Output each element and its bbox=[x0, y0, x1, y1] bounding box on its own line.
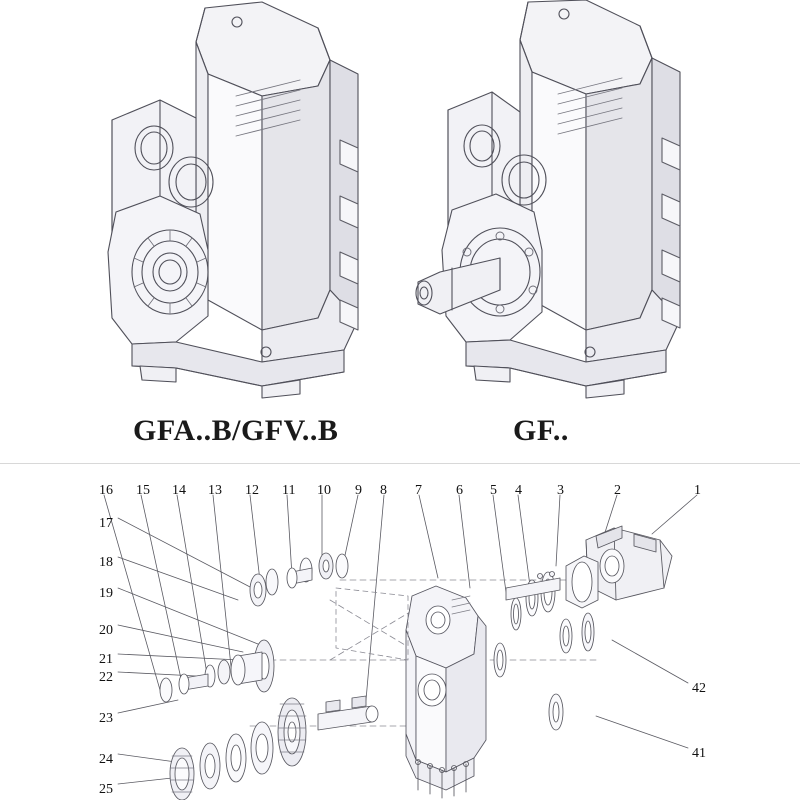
callout-number-right-42: 42 bbox=[692, 681, 706, 696]
callout-number-left-24: 24 bbox=[99, 752, 113, 767]
callout-number-left-19: 19 bbox=[99, 586, 113, 601]
callout-number-top-7: 7 bbox=[415, 483, 422, 498]
callout-number-top-4: 4 bbox=[515, 483, 522, 498]
callout-number-top-15: 15 bbox=[136, 483, 150, 498]
callout-number-left-25: 25 bbox=[99, 782, 113, 797]
callout-number-left-18: 18 bbox=[99, 555, 113, 570]
callout-number-left-22: 22 bbox=[99, 670, 113, 685]
callout-number-top-11: 11 bbox=[282, 483, 296, 498]
callout-number-top-2: 2 bbox=[614, 483, 621, 498]
section-divider bbox=[0, 463, 800, 464]
callout-number-top-9: 9 bbox=[355, 483, 362, 498]
callout-number-top-1: 1 bbox=[694, 483, 701, 498]
callout-number-top-12: 12 bbox=[245, 483, 259, 498]
callout-number-top-14: 14 bbox=[172, 483, 186, 498]
callout-number-left-23: 23 bbox=[99, 711, 113, 726]
callout-number-right-41: 41 bbox=[692, 746, 706, 761]
callout-number-top-13: 13 bbox=[208, 483, 222, 498]
callout-number-left-20: 20 bbox=[99, 623, 113, 638]
caption-left-unit: GFA..B/GFV..B bbox=[133, 414, 339, 447]
callout-number-top-6: 6 bbox=[456, 483, 463, 498]
callout-number-top-3: 3 bbox=[557, 483, 564, 498]
callout-number-top-5: 5 bbox=[490, 483, 497, 498]
caption-right-unit: GF.. bbox=[513, 414, 569, 447]
callout-number-left-17: 17 bbox=[99, 516, 113, 531]
callout-number-top-10: 10 bbox=[317, 483, 331, 498]
callout-number-top-16: 16 bbox=[99, 483, 113, 498]
callout-number-top-8: 8 bbox=[380, 483, 387, 498]
callout-number-left-21: 21 bbox=[99, 652, 113, 667]
